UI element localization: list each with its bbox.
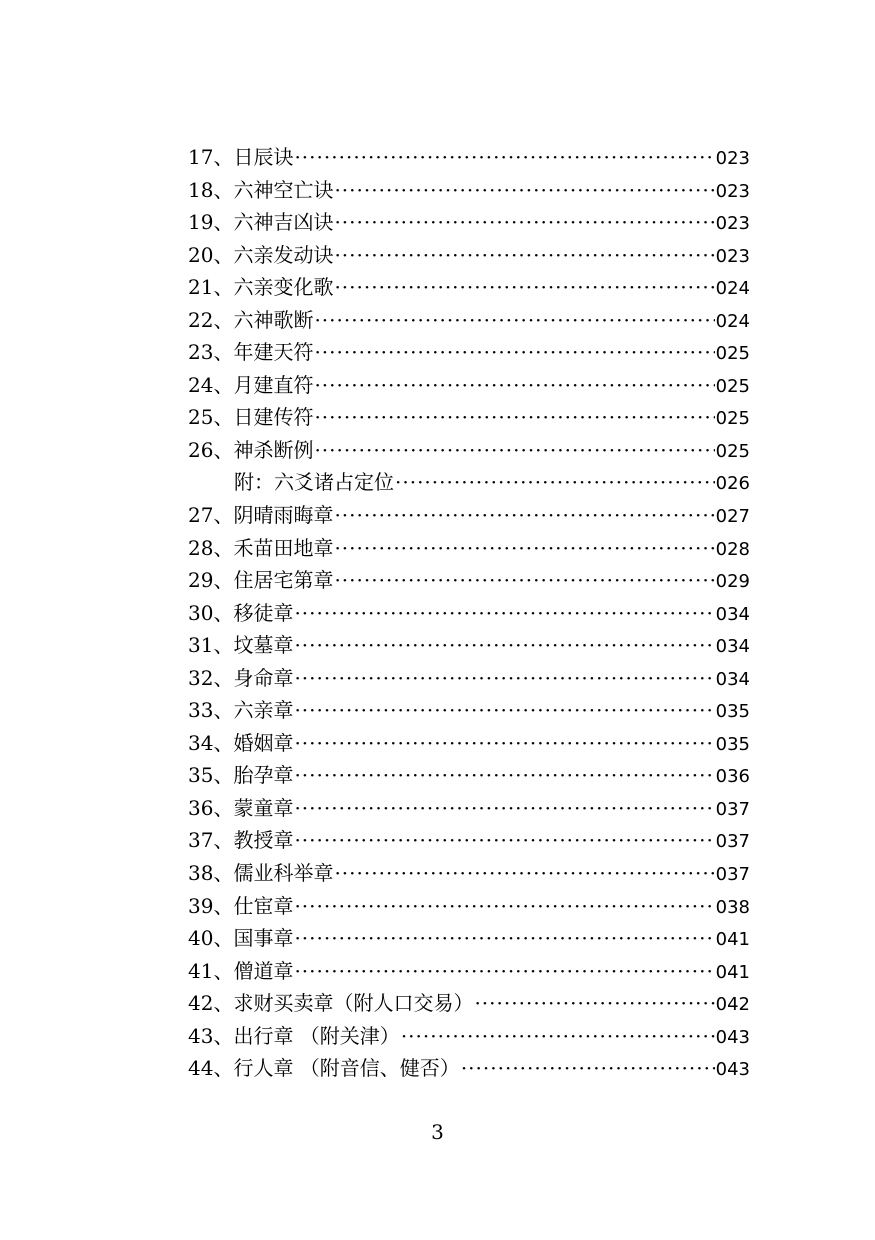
- entry-title: 神杀断例: [233, 437, 314, 462]
- entry-title: 教授章: [233, 828, 294, 853]
- dot-leader: [334, 564, 714, 597]
- toc-entry[interactable]: [188, 174, 750, 207]
- dot-leader: [334, 499, 714, 532]
- toc-entry[interactable]: [188, 597, 750, 630]
- entry-number: 40、: [188, 926, 234, 951]
- dot-leader: [294, 792, 714, 825]
- entry-number: 24、: [188, 372, 234, 397]
- entry-title: 禾苗田地章: [233, 535, 334, 560]
- toc-entry[interactable]: [188, 434, 750, 467]
- dot-leader: [294, 922, 714, 955]
- dot-leader: [334, 206, 714, 239]
- entry-title: 日辰诀: [233, 145, 294, 169]
- entry-page-number: 041: [715, 929, 750, 951]
- toc-entry[interactable]: [188, 694, 750, 727]
- entry-number: 23、: [188, 340, 234, 365]
- entry-title: 儒业科举章: [233, 861, 334, 886]
- toc-entry[interactable]: [188, 987, 750, 1020]
- dot-leader: [395, 466, 715, 499]
- toc-entry[interactable]: [188, 239, 750, 272]
- dot-leader: [294, 955, 714, 988]
- entry-page-number: 041: [715, 961, 750, 983]
- entry-page-number: 023: [715, 180, 750, 202]
- toc-entry[interactable]: [188, 727, 750, 760]
- entry-number: 34、: [188, 730, 234, 755]
- dot-leader: [294, 694, 714, 727]
- entry-title: 六神吉凶诀: [233, 210, 334, 235]
- entry-page-number: 037: [715, 831, 750, 853]
- entry-number: 42、: [188, 991, 234, 1016]
- entry-title: 求财买卖章（附人口交易）: [233, 991, 474, 1016]
- entry-number: 29、: [188, 568, 234, 593]
- entry-title: 移徒章: [233, 600, 294, 625]
- entry-page-number: 043: [715, 1059, 750, 1081]
- entry-number: 43、: [188, 1023, 234, 1048]
- dot-leader: [294, 597, 714, 630]
- entry-number: 32、: [188, 665, 234, 690]
- entry-page-number: 034: [715, 636, 750, 658]
- toc-entry[interactable]: [188, 759, 750, 792]
- entry-title: 六亲变化歌: [233, 275, 334, 300]
- entry-page-number: 028: [715, 538, 750, 560]
- dot-leader: [294, 629, 714, 662]
- entry-title: 附：六爻诸占定位: [234, 470, 394, 495]
- toc-entry[interactable]: [188, 629, 750, 662]
- table-of-contents: [188, 141, 750, 1085]
- entry-page-number: 024: [715, 278, 750, 300]
- dot-leader: [461, 1052, 715, 1085]
- dot-leader: [334, 532, 714, 565]
- entry-number: 33、: [188, 698, 234, 723]
- entry-title: 住居宅第章: [233, 568, 334, 593]
- dot-leader: [314, 401, 714, 434]
- toc-entry[interactable]: [188, 662, 750, 695]
- entry-page-number: 034: [715, 668, 750, 690]
- dot-leader: [294, 890, 714, 923]
- entry-page-number: 027: [715, 506, 750, 528]
- entry-title: 六神空亡诀: [233, 177, 334, 202]
- entry-page-number: 029: [715, 571, 750, 593]
- entry-number: 27、: [188, 503, 234, 528]
- toc-entry[interactable]: [188, 792, 750, 825]
- toc-entry[interactable]: [188, 499, 750, 532]
- entry-number: 17、: [188, 145, 234, 169]
- toc-entry[interactable]: [188, 141, 750, 174]
- entry-number: 30、: [188, 600, 234, 625]
- dot-leader: [401, 1020, 715, 1053]
- entry-page-number: 025: [715, 440, 750, 462]
- dot-leader: [334, 857, 714, 890]
- entry-number: 39、: [188, 893, 234, 918]
- entry-number: 22、: [188, 307, 234, 332]
- entry-page-number: 038: [715, 896, 750, 918]
- dot-leader: [314, 369, 714, 402]
- entry-title: 年建天符: [233, 340, 314, 365]
- entry-page-number: 035: [715, 733, 750, 755]
- toc-entry[interactable]: [188, 401, 750, 434]
- entry-page-number: 025: [715, 408, 750, 430]
- entry-number: 20、: [188, 242, 234, 267]
- toc-entry[interactable]: [188, 206, 750, 239]
- entry-page-number: 037: [715, 798, 750, 820]
- entry-page-number: 036: [715, 766, 750, 788]
- toc-entry[interactable]: [188, 824, 750, 857]
- entry-page-number: 023: [715, 213, 750, 235]
- entry-title: 僧道章: [233, 958, 294, 983]
- entry-number: 37、: [188, 828, 234, 853]
- toc-entry[interactable]: [188, 532, 750, 565]
- dot-leader: [314, 304, 714, 337]
- entry-page-number: 024: [715, 310, 750, 332]
- entry-number: 38、: [188, 861, 234, 886]
- toc-entry[interactable]: [188, 564, 750, 597]
- entry-number: 31、: [188, 633, 234, 658]
- entry-title: 六神歌断: [233, 307, 314, 332]
- toc-entry[interactable]: [188, 369, 750, 402]
- toc-entry[interactable]: [188, 955, 750, 988]
- entry-title: 日建传符: [233, 405, 314, 430]
- entry-number: 44、: [188, 1056, 234, 1081]
- entry-number: 35、: [188, 763, 234, 788]
- toc-entry[interactable]: [188, 890, 750, 923]
- entry-title: 坟墓章: [233, 633, 294, 658]
- entry-page-number: 042: [715, 994, 750, 1016]
- entry-title: 六亲发动诀: [233, 242, 334, 267]
- entry-title: 国事章: [233, 926, 294, 951]
- entry-page-number: 025: [715, 343, 750, 365]
- entry-title: 仕宦章: [233, 893, 294, 918]
- entry-page-number: 035: [715, 701, 750, 723]
- entry-page-number: 037: [715, 864, 750, 886]
- toc-entry[interactable]: [188, 922, 750, 955]
- entry-title: 行人章 （附音信、健否）: [233, 1056, 460, 1081]
- entry-number: 26、: [188, 437, 234, 462]
- toc-entry[interactable]: [188, 1052, 750, 1085]
- toc-entry-appendix[interactable]: [188, 466, 750, 499]
- entry-number: 18、: [188, 177, 234, 202]
- toc-entry[interactable]: [188, 271, 750, 304]
- entry-number: 41、: [188, 958, 234, 983]
- entry-page-number: 025: [715, 375, 750, 397]
- toc-entry[interactable]: [188, 304, 750, 337]
- toc-entry[interactable]: [188, 336, 750, 369]
- entry-page-number: 023: [715, 245, 750, 267]
- entry-title: 胎孕章: [233, 763, 294, 788]
- entry-title: 出行章 （附关津）: [233, 1023, 400, 1048]
- dot-leader: [294, 727, 714, 760]
- entry-number: 19、: [188, 210, 234, 235]
- toc-entry[interactable]: [188, 1020, 750, 1053]
- dot-leader: [294, 759, 714, 792]
- dot-leader: [294, 662, 714, 695]
- page-number: 3: [431, 1120, 444, 1144]
- entry-title: 婚姻章: [233, 730, 294, 755]
- entry-page-number: 023: [715, 148, 750, 169]
- entry-title: 月建直符: [233, 372, 314, 397]
- entry-title: 蒙童章: [233, 795, 294, 820]
- entry-page-number: 034: [715, 603, 750, 625]
- entry-number: 25、: [188, 405, 234, 430]
- dot-leader: [334, 271, 714, 304]
- dot-leader: [314, 434, 714, 467]
- dot-leader: [474, 987, 714, 1020]
- entry-title: 阴晴雨晦章: [233, 503, 334, 528]
- dot-leader: [314, 336, 714, 369]
- toc-entry[interactable]: [188, 857, 750, 890]
- dot-leader: [334, 174, 714, 207]
- entry-title: 六亲章: [233, 698, 294, 723]
- dot-leader: [294, 141, 714, 174]
- entry-number: 21、: [188, 275, 234, 300]
- entry-page-number: 026: [715, 473, 750, 495]
- entry-title: 身命章: [233, 665, 294, 690]
- entry-page-number: 043: [715, 1026, 750, 1048]
- dot-leader: [334, 239, 714, 272]
- dot-leader: [294, 824, 714, 857]
- entry-number: 36、: [188, 795, 234, 820]
- entry-number: 28、: [188, 535, 234, 560]
